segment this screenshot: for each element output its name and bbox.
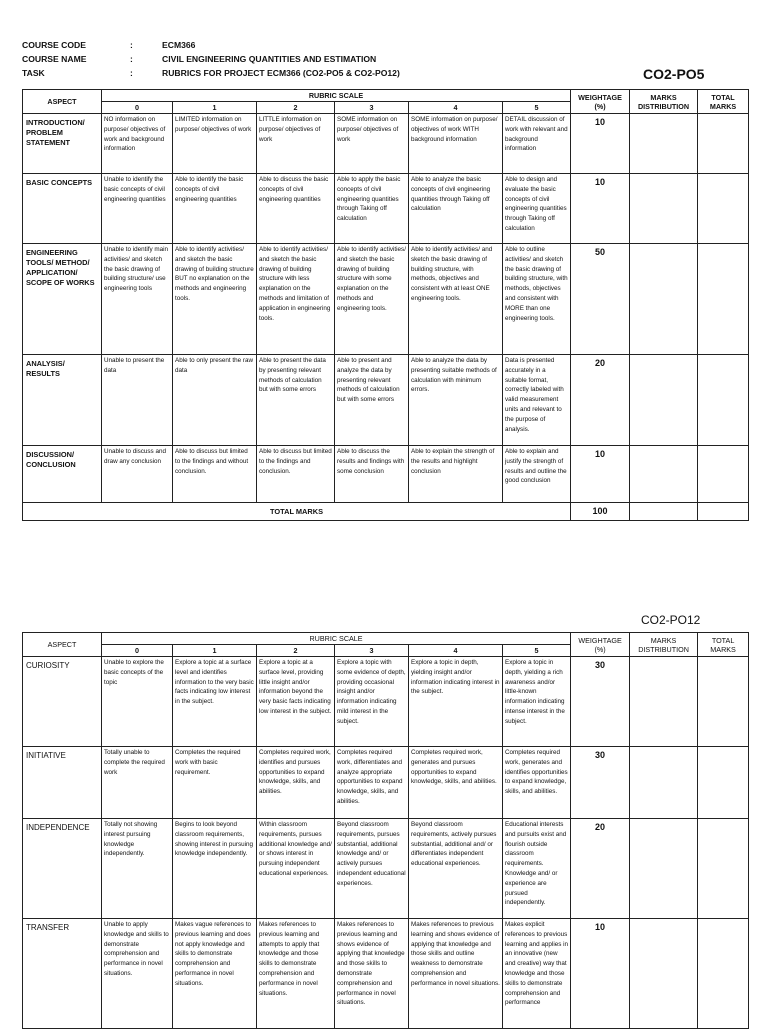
scale-1: 1 (173, 645, 257, 657)
rubric-cell: Able to discuss but limited to the findings and conclusion. (257, 446, 335, 503)
marks-cell (630, 657, 698, 747)
rubric-cell: LIMITED information on purpose/ objectives of work (173, 114, 257, 174)
rubric-cell: Able to design and evaluate the basic concepts of civil engineering quantities through Taking off calculation (503, 174, 571, 244)
rubric-cell: Unable to explore the basic concepts of the topic (102, 657, 173, 747)
rubric-cell: Totally unable to complete the required work (102, 747, 173, 819)
scale-5: 5 (503, 645, 571, 657)
rubric-cell: Completes required work, generates and pursues opportunities to expand knowledge, skills, and abilities. (409, 747, 503, 819)
table1-code: CO2-PO5 (643, 66, 705, 82)
scale-4: 4 (409, 645, 503, 657)
rubric-cell: Beyond classroom requirements, actively pursues substantial, additional and/ or differentiates independent educational experiences. (409, 819, 503, 919)
table-row (23, 355, 749, 446)
weightage-cell: 10 (571, 174, 630, 244)
aspect-cell: ANALYSIS/ RESULTS (23, 355, 102, 446)
weightage-cell: 30 (571, 747, 630, 819)
rubric-cell: LITTLE information on purpose/ objectives of work (257, 114, 335, 174)
scale-1: 1 (173, 102, 257, 114)
table-row (23, 244, 749, 355)
marks-cell (630, 174, 698, 244)
rubric-cell: Unable to identify main activities/ and sketch the basic drawing of building structure/ use engineering tools (102, 244, 173, 355)
task-value: RUBRICS FOR PROJECT ECM366 (CO2-PO5 & CO2-PO12) (162, 68, 400, 78)
total-marks-header: TOTAL MARKS (698, 90, 749, 114)
total-cell (698, 446, 749, 503)
weightage-cell: 50 (571, 244, 630, 355)
scale-0: 0 (102, 102, 173, 114)
rubric-cell: Able to identify activities/ and sketch the basic drawing of building structure with less explanation on the methods and limitation of application in engineering tools. (257, 244, 335, 355)
rubric-cell: Beyond classroom requirements, pursues substantial, additional knowledge and/ or actively pursues independent educational experiences. (335, 819, 409, 919)
rubric-scale-header: RUBRIC SCALE (102, 90, 571, 102)
total-cell (698, 244, 749, 355)
rubric-cell: Completes required work, differentiates and analyze appropriate opportunities to expand knowledge, skills, and abilities. (335, 747, 409, 819)
rubric-cell: Makes references to previous learning and shows evidence of applying that knowledge and those skills and outline weakness to demonstrate comprehension and performance in novel situations. (409, 919, 503, 1029)
rubric-cell: Completes the required work with basic requirement. (173, 747, 257, 819)
table-row (23, 919, 749, 1029)
scale-3: 3 (335, 102, 409, 114)
marks-cell (630, 244, 698, 355)
table-row (23, 446, 749, 503)
rubric-cell: Able to analyze the basic concepts of civil engineering quantities through Taking off calculation (409, 174, 503, 244)
total-cell (698, 114, 749, 174)
table-row (23, 819, 749, 919)
total-cell (698, 355, 749, 446)
separator: : (130, 54, 133, 64)
total-cell (698, 503, 749, 521)
total-cell (698, 657, 749, 747)
aspect-cell: CURIOSITY (23, 657, 102, 747)
separator: : (130, 40, 133, 50)
weightage-header: WEIGHTAGE (%) (571, 633, 630, 657)
rubric-cell: Able to present and analyze the data by presenting relevant methods of calculation but with some errors (335, 355, 409, 446)
weightage-cell: 10 (571, 446, 630, 503)
rubric-cell: Able to explain and justify the strength of results and outline the good conclusion (503, 446, 571, 503)
rubric-table-po12 (22, 632, 749, 1029)
rubric-cell: Explore a topic in depth, yielding insight and/or information indicating interest in the subject. (409, 657, 503, 747)
rubric-cell: Makes references to previous learning and shows evidence of applying that knowledge and those skills to demonstrate comprehension and performance in novel situations. (335, 919, 409, 1029)
rubric-cell: Completes required work, generates and identifies opportunities to expand knowledge, skills, and abilities. (503, 747, 571, 819)
rubric-cell: Unable to present the data (102, 355, 173, 446)
aspect-cell: INDEPENDENCE (23, 819, 102, 919)
table-row (23, 174, 749, 244)
aspect-header: ASPECT (23, 90, 102, 114)
course-code-label: COURSE CODE (22, 40, 86, 50)
marks-cell (630, 819, 698, 919)
aspect-cell: INTRODUCTION/ PROBLEM STATEMENT (23, 114, 102, 174)
aspect-header: ASPECT (23, 633, 102, 657)
rubric-cell: Able to identify the basic concepts of civil engineering quantities (173, 174, 257, 244)
total-cell (698, 819, 749, 919)
rubric-cell: Totally not showing interest pursuing knowledge independently. (102, 819, 173, 919)
table-row (23, 747, 749, 819)
aspect-cell: ENGINEERING TOOLS/ METHOD/ APPLICATION/ SCOPE OF WORKS (23, 244, 102, 355)
marks-distribution-header: MARKS DISTRIBUTION (630, 90, 698, 114)
rubric-cell: Able to discuss but limited to the findings and without conclusion. (173, 446, 257, 503)
aspect-cell: TRANSFER (23, 919, 102, 1029)
rubric-cell: Data is presented accurately in a suitable format, correctly labeled with valid measurement units and relevant to the purpose of analysis. (503, 355, 571, 446)
rubric-scale-header: RUBRIC SCALE (102, 633, 571, 645)
scale-3: 3 (335, 645, 409, 657)
course-header (22, 38, 400, 80)
weightage-cell: 10 (571, 114, 630, 174)
rubric-cell: Able to identify activities/ and sketch the basic drawing of building structure, with methods, objectives and consistent with at least ONE engineering tools. (409, 244, 503, 355)
scale-4: 4 (409, 102, 503, 114)
rubric-table-po5 (22, 89, 749, 521)
rubric-cell: Within classroom requirements, pursues additional knowledge and/ or shows interest in pursuing independent educational experiences. (257, 819, 335, 919)
rubric-cell: Able to outline activities/ and sketch the basic drawing of building structure, with methods, objectives and consistent with MORE than one engineering tools. (503, 244, 571, 355)
weightage-cell: 20 (571, 819, 630, 919)
rubric-cell: Able to discuss the results and findings with some conclusion (335, 446, 409, 503)
weightage-cell: 30 (571, 657, 630, 747)
table-row (23, 114, 749, 174)
rubric-cell: Able to only present the raw data (173, 355, 257, 446)
course-name-label: COURSE NAME (22, 54, 87, 64)
marks-cell (630, 503, 698, 521)
total-cell (698, 174, 749, 244)
weightage-cell: 20 (571, 355, 630, 446)
marks-cell (630, 446, 698, 503)
aspect-cell: INITIATIVE (23, 747, 102, 819)
marks-distribution-header: MARKS DISTRIBUTION (630, 633, 698, 657)
total-cell (698, 919, 749, 1029)
rubric-cell: Makes references to previous learning and attempts to apply that knowledge and those skills to demonstrate comprehension and performance in novel situations. (257, 919, 335, 1029)
rubric-cell: Able to discuss the basic concepts of civil engineering quantities (257, 174, 335, 244)
rubric-cell: NO information on purpose/ objectives of work and background information (102, 114, 173, 174)
scale-5: 5 (503, 102, 571, 114)
scale-0: 0 (102, 645, 173, 657)
rubric-cell: SOME information on purpose/ objectives of work WITH background information (409, 114, 503, 174)
rubric-cell: DETAIL discussion of work with relevant and background information (503, 114, 571, 174)
marks-cell (630, 919, 698, 1029)
task-row (22, 66, 400, 80)
rubric-cell: Makes vague references to previous learning and does not apply knowledge and skills to demonstrate comprehension and performance in novel situations. (173, 919, 257, 1029)
rubric-cell: Educational interests and pursuits exist and flourish outside classroom requirements. Knowledge and/ or experience are pursued independently. (503, 819, 571, 919)
rubric-cell: Completes required work, identifies and pursues opportunities to expand knowledge, skills, and abilities. (257, 747, 335, 819)
rubric-cell: Makes explicit references to previous learning and applies in an innovative (new and creative) way that knowledge and those skills to demonstrate comprehension and performance (503, 919, 571, 1029)
rubric-cell: Able to apply the basic concepts of civil engineering quantities through Taking off calculation (335, 174, 409, 244)
scale-2: 2 (257, 102, 335, 114)
total-marks-header: TOTAL MARKS (698, 633, 749, 657)
rubric-cell: Able to present the data by presenting relevant methods of calculation but with some errors (257, 355, 335, 446)
aspect-cell: DISCUSSION/ CONCLUSION (23, 446, 102, 503)
rubric-cell: Able to identify activities/ and sketch the basic drawing of building structure BUT no explanation on the methods and engineering tools. (173, 244, 257, 355)
table-row (23, 657, 749, 747)
rubric-cell: Explore a topic at a surface level and identifies information to the very basic facts indicating low interest in the subject. (173, 657, 257, 747)
scale-2: 2 (257, 645, 335, 657)
total-cell (698, 747, 749, 819)
task-label: TASK (22, 68, 45, 78)
rubric-cell: Explore a topic in depth, yielding a rich awareness and/or little-known information indicating intense interest in the subject. (503, 657, 571, 747)
rubric-cell: Able to analyze the data by presenting suitable methods of calculation with minimum errors. (409, 355, 503, 446)
separator: : (130, 68, 133, 78)
course-code-row (22, 38, 400, 52)
rubric-cell: Able to identify activities/ and sketch the basic drawing of building structure with some explanation on the methods and engineering tools. (335, 244, 409, 355)
rubric-cell: Unable to apply knowledge and skills to demonstrate comprehension and performance in novel situations. (102, 919, 173, 1029)
rubric-cell: Able to explain the strength of the results and highlight conclusion (409, 446, 503, 503)
course-code-value: ECM366 (162, 40, 196, 50)
rubric-cell: Explore a topic with some evidence of depth, providing occasional insight and/or information indicating mild interest in the subject. (335, 657, 409, 747)
rubric-cell: Unable to discuss and draw any conclusion (102, 446, 173, 503)
rubric-cell: SOME information on purpose/ objectives of work (335, 114, 409, 174)
weightage-header: WEIGHTAGE (%) (571, 90, 630, 114)
total-marks-label: TOTAL MARKS (23, 503, 571, 521)
total-weightage: 100 (571, 503, 630, 521)
course-name-value: CIVIL ENGINEERING QUANTITIES AND ESTIMATION (162, 54, 377, 64)
course-name-row (22, 52, 400, 66)
rubric-cell: Unable to identify the basic concepts of civil engineering quantities (102, 174, 173, 244)
total-row (23, 503, 749, 521)
aspect-cell: BASIC CONCEPTS (23, 174, 102, 244)
weightage-cell: 10 (571, 919, 630, 1029)
rubric-cell: Explore a topic at a surface level, providing little insight and/or information beyond the very basic facts indicating low interest in the subject. (257, 657, 335, 747)
marks-cell (630, 114, 698, 174)
rubric-cell: Begins to look beyond classroom requirements, showing interest in pursuing knowledge independently. (173, 819, 257, 919)
table2-code: CO2-PO12 (641, 613, 701, 627)
marks-cell (630, 747, 698, 819)
marks-cell (630, 355, 698, 446)
